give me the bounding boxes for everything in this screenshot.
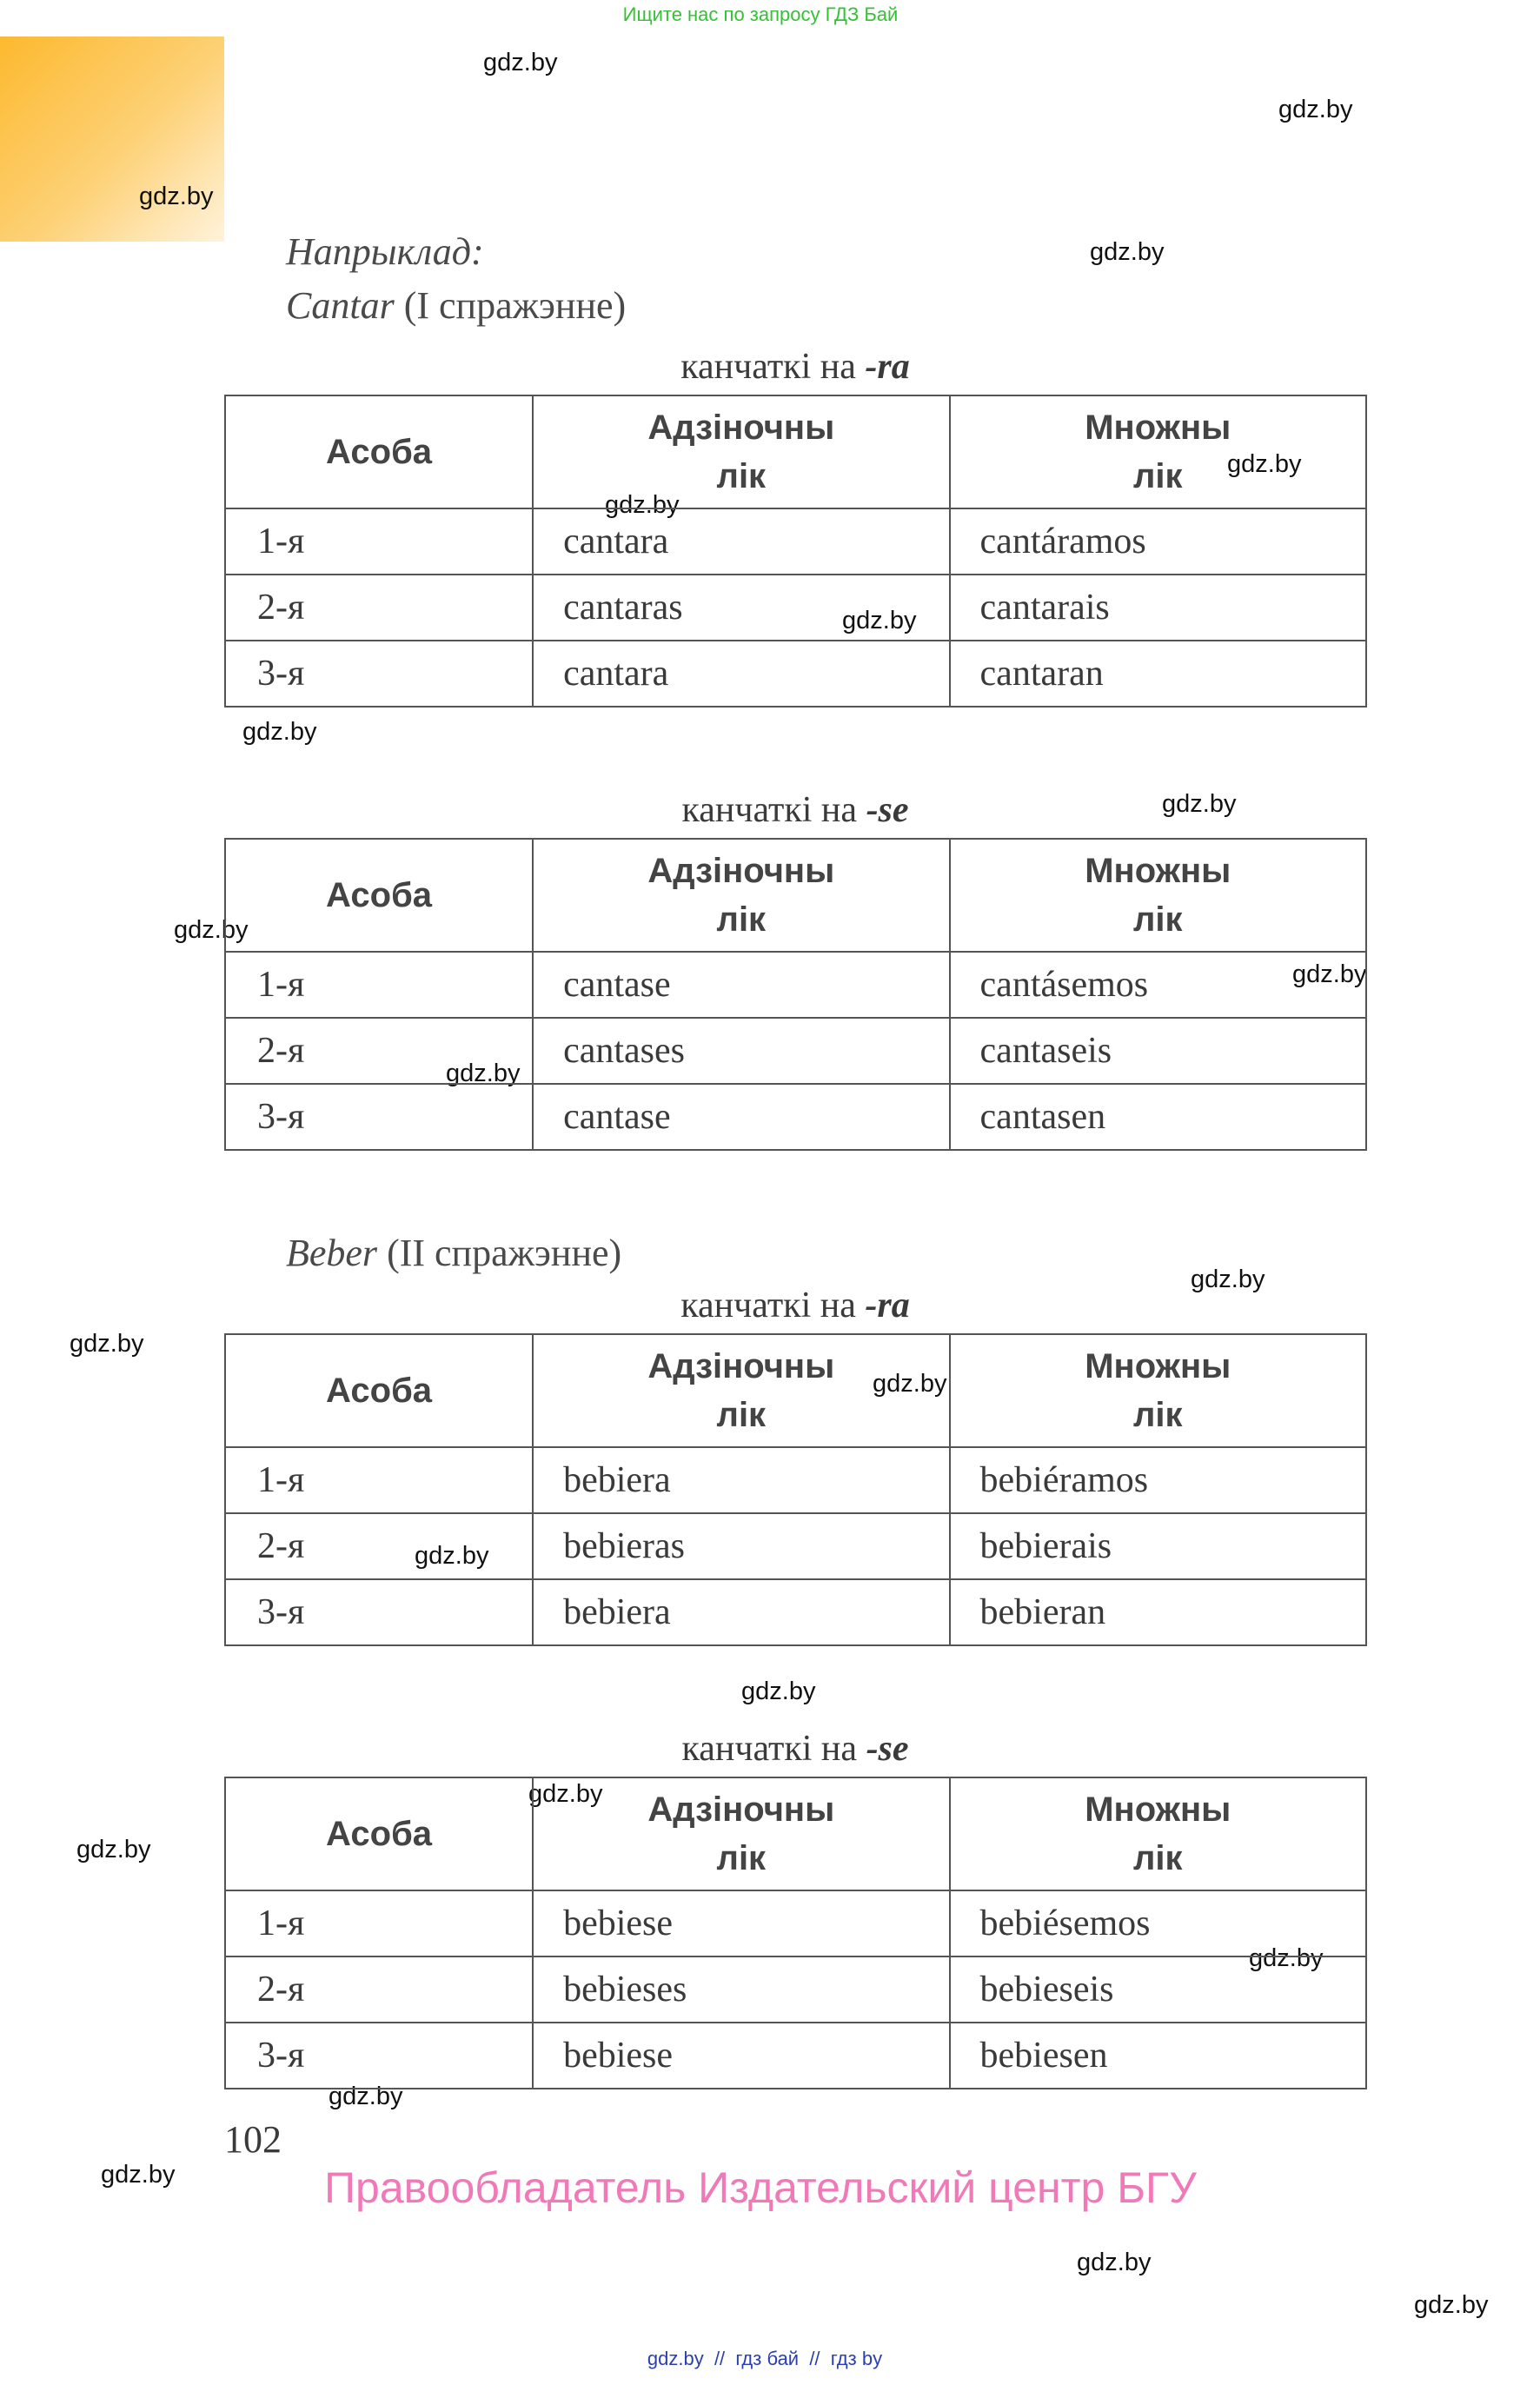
header-person: Асоба (225, 839, 533, 952)
header-singular: Адзіночны лік (533, 1334, 949, 1447)
watermark: gdz.by (1090, 238, 1165, 266)
verb-conjugation: (II спражэнне) (387, 1232, 622, 1274)
singular-cell: bebiera (533, 1579, 949, 1645)
plural-cell: bebiéramos (950, 1447, 1366, 1513)
top-search-link[interactable]: Ищите нас по запросу ГДЗ Бай (622, 3, 899, 25)
page-number: 102 (224, 2118, 282, 2161)
table-row (225, 2023, 1366, 2089)
table-row (225, 1579, 1366, 1645)
header-plural: Множны лік (950, 1334, 1366, 1447)
plural-cell: cantaseis (950, 1018, 1366, 1084)
person-cell: 3-я (225, 1084, 533, 1150)
footer-links[interactable]: gdz.by // гдз бай // гдз by (647, 2348, 883, 2369)
plural-cell: bebiésemos (950, 1890, 1366, 1956)
watermark: gdz.by (1191, 1266, 1265, 1293)
person-cell: 1-я (225, 952, 533, 1018)
table-row (225, 1084, 1366, 1150)
watermark: gdz.by (415, 1542, 489, 1570)
table-row (225, 1890, 1366, 1956)
caption-ending: -se (866, 790, 909, 830)
person-cell: 2-я (225, 575, 533, 641)
watermark: gdz.by (842, 607, 917, 634)
header-plural: Множны лік (950, 1777, 1366, 1890)
person-cell: 3-я (225, 1579, 533, 1645)
person-cell: 1-я (225, 1447, 533, 1513)
header-singular: Адзіночны лік (533, 1777, 949, 1890)
watermark: gdz.by (1162, 790, 1237, 818)
singular-cell: bebiese (533, 2023, 949, 2089)
header-singular: Адзіночны лік (533, 395, 949, 508)
table-header-row (225, 1334, 1366, 1447)
header-plural: Множны лік (950, 839, 1366, 952)
table-row (225, 1956, 1366, 2023)
copyright-notice: Правообладатель Издательский центр БГУ (324, 2163, 1197, 2212)
plural-cell: bebieseis (950, 1956, 1366, 2023)
plural-cell: cantásemos (950, 952, 1366, 1018)
caption-prefix: канчаткі на (680, 1286, 866, 1325)
watermark: gdz.by (446, 1060, 521, 1087)
header-person: Асоба (225, 1334, 533, 1447)
intro-heading: Напрыклад: (286, 230, 484, 273)
table-row (225, 508, 1366, 575)
singular-cell: bebiera (533, 1447, 949, 1513)
conjugation-table-beber-se (224, 1777, 1367, 2089)
person-cell: 1-я (225, 508, 533, 575)
watermark: gdz.by (873, 1370, 947, 1398)
singular-cell: cantase (533, 1084, 949, 1150)
watermark: gdz.by (329, 2083, 403, 2110)
person-cell: 3-я (225, 2023, 533, 2089)
plural-cell: cantasen (950, 1084, 1366, 1150)
caption-prefix: канчаткі на (680, 347, 866, 387)
person-cell: 2-я (225, 1956, 533, 2023)
table-header-row (225, 395, 1366, 508)
caption-ending: -ra (865, 347, 910, 387)
singular-cell: bebiese (533, 1890, 949, 1956)
table-header-row (225, 839, 1366, 952)
caption-prefix: канчаткі на (681, 790, 866, 830)
watermark: gdz.by (1249, 1944, 1324, 1972)
plural-cell: bebierais (950, 1513, 1366, 1579)
table-caption (0, 789, 1540, 831)
table-row (225, 1447, 1366, 1513)
verb-title-beber (286, 1231, 621, 1275)
verb-conjugation: (I спражэнне) (403, 284, 627, 327)
caption-prefix: канчаткі на (681, 1729, 866, 1769)
table-header-row (225, 1777, 1366, 1890)
singular-cell: cantara (533, 641, 949, 707)
plural-cell: bebiesen (950, 2023, 1366, 2089)
caption-ending: -se (866, 1729, 909, 1769)
watermark: gdz.by (1278, 96, 1353, 123)
plural-cell: cantarais (950, 575, 1366, 641)
watermark: gdz.by (242, 718, 317, 746)
singular-cell: cantases (533, 1018, 949, 1084)
person-cell: 1-я (225, 1890, 533, 1956)
header-singular: Адзіночны лік (533, 839, 949, 952)
watermark: gdz.by (605, 491, 680, 519)
header-person: Асоба (225, 1777, 533, 1890)
verb-name: Beber (286, 1232, 378, 1274)
watermark: gdz.by (139, 183, 214, 210)
person-cell: 3-я (225, 641, 533, 707)
verb-title-cantar (286, 283, 626, 328)
plural-cell: cantáramos (950, 508, 1366, 575)
singular-cell: bebieses (533, 1956, 949, 2023)
watermark: gdz.by (174, 916, 249, 944)
watermark: gdz.by (483, 49, 558, 76)
person-cell: 2-я (225, 1018, 533, 1084)
verb-name: Cantar (286, 284, 395, 327)
watermark: gdz.by (1077, 2249, 1152, 2276)
table-caption (0, 1285, 1540, 1326)
watermark: gdz.by (70, 1330, 144, 1358)
person-cell: 2-я (225, 1513, 533, 1579)
table-row (225, 952, 1366, 1018)
table-caption (0, 346, 1540, 388)
conjugation-table-cantar-se (224, 838, 1367, 1151)
watermark: gdz.by (1414, 2291, 1489, 2319)
table-caption (0, 1728, 1540, 1770)
watermark: gdz.by (1227, 450, 1302, 478)
header-plural: Множны лік (950, 395, 1366, 508)
plural-cell: cantaran (950, 641, 1366, 707)
table-row (225, 575, 1366, 641)
watermark: gdz.by (101, 2161, 176, 2189)
watermark: gdz.by (528, 1780, 603, 1808)
conjugation-table-beber-ra (224, 1333, 1367, 1646)
singular-cell: cantase (533, 952, 949, 1018)
watermark: gdz.by (1292, 960, 1367, 988)
caption-ending: -ra (865, 1286, 910, 1325)
table-row (225, 641, 1366, 707)
watermark: gdz.by (76, 1836, 151, 1863)
conjugation-table-cantar-ra (224, 395, 1367, 708)
table-row (225, 1018, 1366, 1084)
header-person: Асоба (225, 395, 533, 508)
plural-cell: bebieran (950, 1579, 1366, 1645)
singular-cell: cantara (533, 508, 949, 575)
watermark: gdz.by (741, 1677, 816, 1705)
table-row (225, 1513, 1366, 1579)
singular-cell: cantaras (533, 575, 949, 641)
singular-cell: bebieras (533, 1513, 949, 1579)
